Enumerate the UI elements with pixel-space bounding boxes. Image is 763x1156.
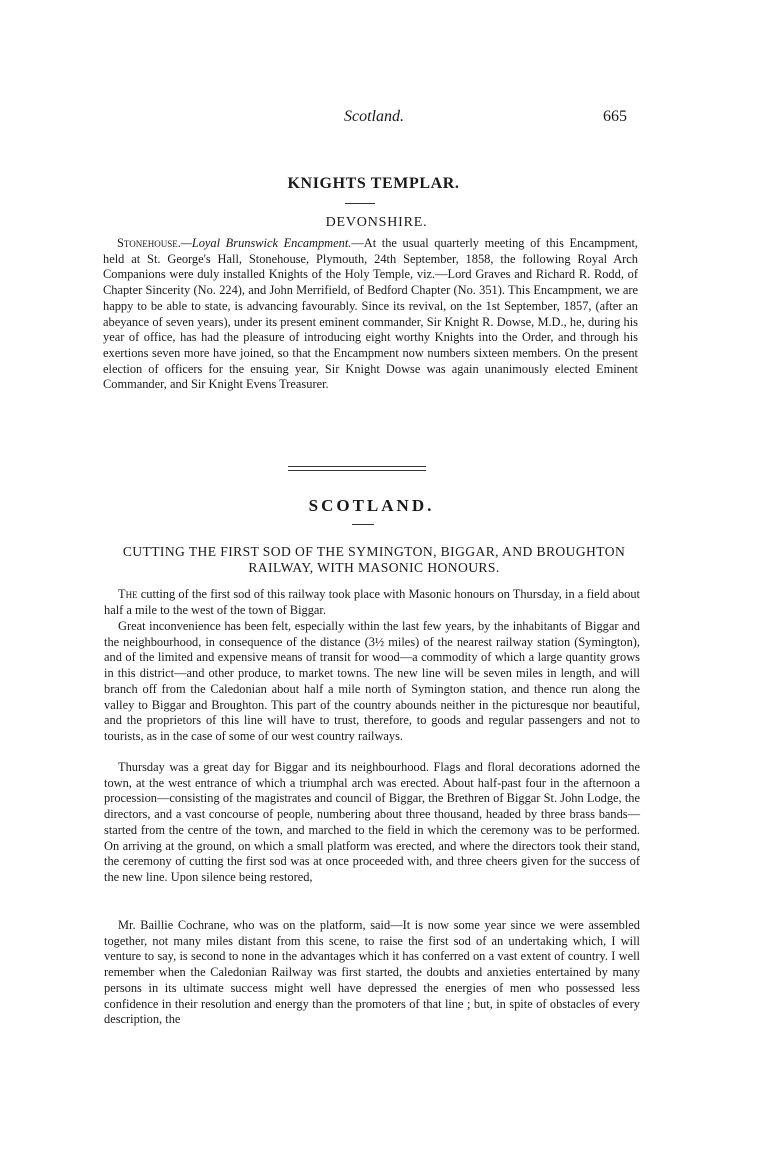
section-heading-scotland: SCOTLAND. — [308, 496, 435, 515]
encampment-name: —Loyal Brunswick Encampment. — [180, 236, 352, 250]
devonshire-body: —At the usual quarterly meeting of this Encampment, held at St. George's Hall, Stonehouse, Plymouth, 24th September, 1858, the following Royal Arch Companions were duly installed Knights of the Holy Temple, viz.—Lord Graves and Richard R. Rodd, of Chapter Sincerity (No. 224), and John Merrifield, of Bedford Chapter (No. 351). This Encampment, we are happy to be able to state, is advancing favourably. Since its revival, on the 1st September, 1857, (after an abeyance of seven years), under its present eminent commander, Sir Knight R. Dowse, M.D., he, during his year of office, has had the pleasure of introducing eight worthy Knights into the Order, and through his exertions seven more have joined, so that the Encampment now numbers sixteen members. On the present election of officers for the ensuing year, Sir Knight Dowse was again unanimously elected Eminent Commander, and Sir Knight Evens Treasurer. — [103, 236, 638, 392]
article-paragraph: Mr. Baillie Cochrane, who was on the platform, said—It is now some year since we were assembled together, not many miles distant from this scene, to raise the first sod of an undertaking which, I will venture to say, is second to none in the advantages which it has conferred on a vast extent of country. I well remember when the Caledonian Railway was first started, the doubts and anxieties entertained by many persons in its ultimate success might well have depressed the energies of men who possessed less confidence in their resolution and energy than the promoters of that line ; but, in spite of obstacles of every description, the — [104, 918, 640, 1027]
subheading-devonshire: DEVONSHIRE. — [325, 215, 428, 230]
article-paragraph: Thursday was a great day for Biggar and its neighbourhood. Flags and floral decorations adorned the town, at the west entrance of which a triumphal arch was erected. About half-past four in the afternoon a procession—consisting of the magistrates and council of Biggar, the Brethren of Biggar St. John Lodge, the directors, and a vast concourse of people, numbering about three thousand, headed by three brass bands—started from the centre of the town, and marched to the field in which the ceremony was to be performed. On arriving at the ground, on which a small platform was erected, and where the directors took their stand, the ceremony of cutting the first sod was at once proceeded with, and three cheers given for the success of the new line. Upon silence being restored, — [104, 760, 640, 884]
short-rule — [352, 524, 374, 525]
short-rule — [345, 203, 375, 204]
paragraph-body: cutting of the first sod of this railway took place with Masonic honours on Thursday, in a field about half a mile to the west of the town of Biggar. — [104, 587, 640, 617]
page-number: 665 — [603, 108, 627, 125]
running-title: Scotland. — [344, 108, 404, 125]
article-paragraph — [104, 587, 640, 618]
article-paragraph: Great inconvenience has been felt, especially within the last few years, by the inhabitants of Biggar and the neighbourhood, in consequence of the distance (3½ miles) of the nearest railway station (Symington), and of the limited and expensive means of transit for wood—a commodity of which a large quantity grows in this district—and other produce, to market towns. The new line will be seven miles in length, and will branch off from the Caledonian about half a mile north of Symington station, and thence run along the valley to Biggar and Broughton. This part of the country abounds neither in the picturesque nor beautiful, and the proprietors of this line will have to trust, therefore, to goods and regular passengers and not to tourists, as in the case of some of our west country railways. — [104, 619, 640, 743]
article-subheading: CUTTING THE FIRST SOD OF THE SYMINGTON, BIGGAR, AND BROUGHTON RAILWAY, WITH MASONIC HONOURS. — [122, 544, 626, 575]
section-heading-knights-templar: KNIGHTS TEMPLAR. — [287, 175, 460, 192]
section-divider — [288, 466, 426, 471]
running-head — [0, 108, 763, 132]
lead-word: The — [118, 587, 138, 601]
devonshire-paragraph — [103, 236, 638, 393]
place-name: Stonehouse. — [117, 236, 181, 250]
